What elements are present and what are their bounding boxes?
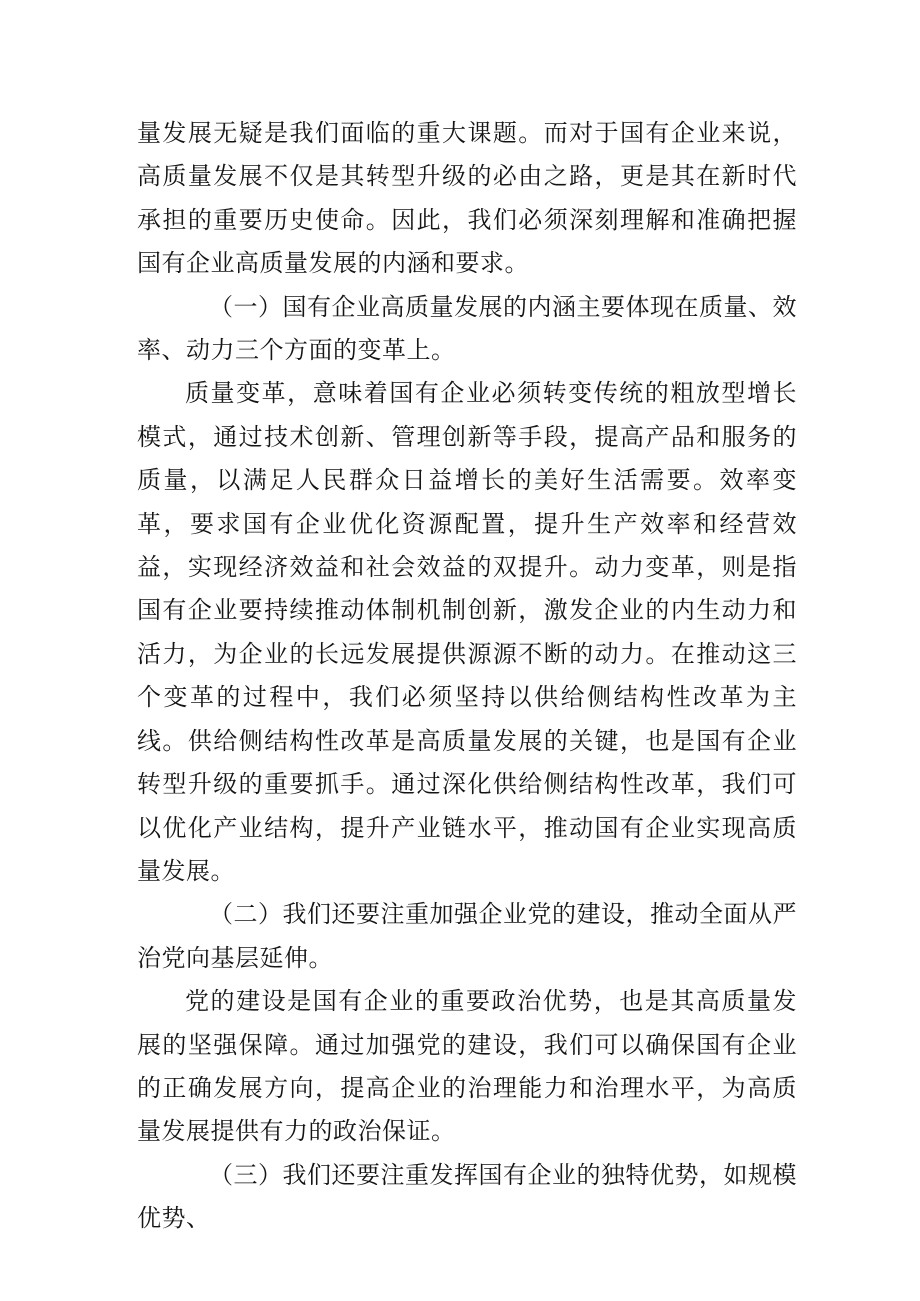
paragraph-quality-efficiency-power: 质量变革，意味着国有企业必须转变传统的粗放型增长模式，通过技术创新、管理创新等手段，提高产品和服务的质量，以满足人民群众日益增长的美好生活需要。效率变革，要求国有企业优化资源配置，提升生产效率和经营效益，实现经济效益和社会效益的双提升。动力变革，则是指国有企业要持续推动体制机制创新，激发企业的内生动力和活力，为企业的长远发展提供源源不断的动力。在推动这三个变革的过程中，我们必须坚持以供给侧结构性改革为主线。供给侧结构性改革是高质量发展的关键，也是国有企业转型升级的重要抓手。通过深化供给侧结构性改革，我们可以优化产业结构，提升产业链水平，推动国有企业实现高质量发展。 bbox=[137, 379, 797, 885]
section-heading-1: （一）国有企业高质量发展的内涵主要体现在质量、效率、动力三个方面的变革上。 bbox=[137, 292, 797, 365]
section-heading-3: （三）我们还要注重发挥国有企业的独特优势，如规模优势、 bbox=[137, 1160, 797, 1233]
paragraph-continuation: 量发展无疑是我们面临的重大课题。而对于国有企业来说，高质量发展不仅是其转型升级的必由之路，更是其在新时代承担的重要历史使命。因此，我们必须深刻理解和准确把握国有企业高质量发展的内涵和要求。 bbox=[137, 119, 797, 278]
section-heading-2: （二）我们还要注重加强企业党的建设，推动全面从严治党向基层延伸。 bbox=[137, 900, 797, 972]
paragraph-party-building: 党的建设是国有企业的重要政治优势，也是其高质量发展的坚强保障。通过加强党的建设，我们可以确保国有企业的正确发展方向，提高企业的治理能力和治理水平，为高质量发展提供有力的政治保证。 bbox=[137, 987, 797, 1146]
document-body bbox=[137, 112, 797, 1241]
